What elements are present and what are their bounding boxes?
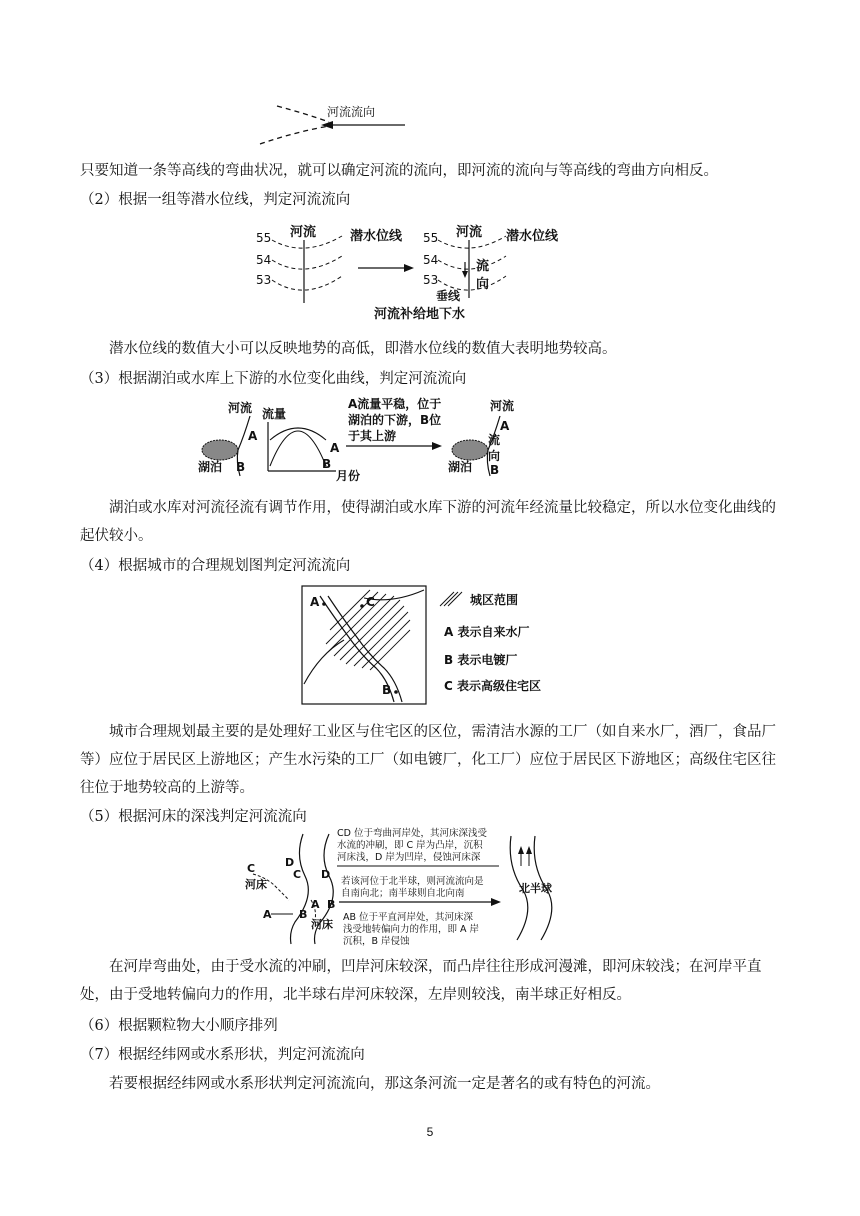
svg-text:河床: 河床 <box>245 878 267 891</box>
legend-c: C 表示高级住宅区 <box>444 679 541 693</box>
svg-text:D: D <box>321 868 331 881</box>
svg-text:向: 向 <box>488 449 501 463</box>
svg-text:浅受地转偏向力的作用，即 A 岸: 浅受地转偏向力的作用，即 A 岸 <box>343 924 480 935</box>
lake-flow-figure <box>198 396 528 486</box>
legend-city: 城区范围 <box>470 593 519 607</box>
svg-text:AB 位于平直河岸处，其河床深: AB 位于平直河岸处，其河床深 <box>343 912 474 923</box>
svg-text:B: B <box>236 460 246 474</box>
svg-text:55: 55 <box>423 231 439 245</box>
section-heading: （5）根据河床的深浅判定河流流向 <box>80 809 307 825</box>
svg-text:B: B <box>322 457 332 471</box>
svg-text:北半球: 北半球 <box>519 882 552 895</box>
svg-text:B: B <box>327 898 336 911</box>
section-heading: （7）根据经纬网或水系形状，判定河流流向 <box>80 1047 365 1063</box>
legend-b: B 表示电镀厂 <box>444 653 518 667</box>
svg-text:D: D <box>285 856 295 869</box>
text-line: 只要知道一条等高线的弯曲状况，就可以确定河流的流向，即河流的流向与等高线的弯曲方向相反。 <box>80 163 718 179</box>
svg-text:流: 流 <box>476 259 490 274</box>
svg-text:CD 位于弯曲河岸处，其河床深浅受: CD 位于弯曲河岸处，其河床深浅受 <box>337 828 487 839</box>
svg-text:53: 53 <box>423 273 439 287</box>
section-heading: （4）根据城市的合理规划图判定河流流向 <box>80 558 351 574</box>
section-heading: （3）根据湖泊或水库上下游的水位变化曲线，判定河流流向 <box>80 371 467 387</box>
city-planning-figure <box>300 584 590 706</box>
section-heading: （6）根据颗粒物大小顺序排列 <box>80 1018 278 1034</box>
svg-text:A: A <box>330 441 340 455</box>
paragraph: 在河岸弯曲处，由于受水流的冲刷，凹岸河床较深，而凸岸往往形成河漫滩，即河床较浅；在河岸平直处，由于受地转偏向力的作用，北半球右岸河床较深，左岸则较浅，南半球正好相反。 <box>80 959 762 1003</box>
svg-text:河流: 河流 <box>490 399 515 413</box>
svg-text:B: B <box>490 463 500 477</box>
svg-text:C: C <box>293 868 302 881</box>
svg-text:河床浅，D 岸为凹岸，侵蚀河床深: 河床浅，D 岸为凹岸，侵蚀河床深 <box>337 852 481 863</box>
page-number: 5 <box>426 1125 434 1139</box>
svg-text:A: A <box>500 419 510 433</box>
riverbed-figure <box>245 826 565 947</box>
svg-text:A: A <box>310 595 320 609</box>
svg-text:湖泊的下游，B位: 湖泊的下游，B位 <box>348 413 442 427</box>
svg-text:河流补给地下水: 河流补给地下水 <box>374 307 466 322</box>
svg-text:A: A <box>263 908 272 921</box>
svg-text:自南向北；南半球则自北向南: 自南向北；南半球则自北向南 <box>341 888 465 899</box>
contour-bend-figure <box>255 100 415 150</box>
svg-text:垂线: 垂线 <box>436 289 461 303</box>
svg-text:向: 向 <box>476 277 490 292</box>
svg-text:B: B <box>299 908 308 921</box>
svg-text:河床: 河床 <box>311 918 333 931</box>
svg-text:河流: 河流 <box>290 225 317 240</box>
text-line: 若要根据经纬网或水系形状判定河流流向，那这条河流一定是著名的或有特色的河流。 <box>109 1076 660 1092</box>
svg-text:C: C <box>366 595 375 609</box>
svg-text:湖泊: 湖泊 <box>198 460 223 474</box>
svg-text:A: A <box>311 898 320 911</box>
svg-text:A流量平稳，位于: A流量平稳，位于 <box>348 397 442 411</box>
svg-text:月份: 月份 <box>336 469 361 483</box>
svg-text:流: 流 <box>488 433 501 447</box>
svg-text:沉积，B 岸侵蚀: 沉积，B 岸侵蚀 <box>343 936 410 947</box>
svg-text:55: 55 <box>256 231 272 245</box>
svg-text:流量: 流量 <box>262 407 287 421</box>
paragraph: 城市合理规划最主要的是处理好工业区与住宅区的区位，需清洁水源的工厂（如自来水厂，酒厂，食品厂等）应位于居民区上游地区；产生水污染的工厂（如电镀厂，化工厂）应位于居民区下游地区；高级住宅区往往位于地势较高的上游等。 <box>80 724 776 796</box>
svg-text:河流: 河流 <box>456 225 483 240</box>
svg-text:54: 54 <box>423 253 439 267</box>
river-flow-label: 河流流向 <box>327 105 376 119</box>
svg-text:河流: 河流 <box>228 401 253 415</box>
svg-text:于其上游: 于其上游 <box>348 429 397 443</box>
legend-a: A 表示自来水厂 <box>444 625 530 639</box>
svg-text:水流的冲刷，即 C 岸为凸岸，沉积: 水流的冲刷，即 C 岸为凸岸，沉积 <box>337 840 483 851</box>
svg-text:C: C <box>247 862 256 875</box>
phreatic-line-figure <box>250 218 570 328</box>
svg-text:潜水位线: 潜水位线 <box>350 229 403 244</box>
svg-text:53: 53 <box>256 273 272 287</box>
text-line: 潜水位线的数值大小可以反映地势的高低，即潜水位线的数值大表明地势较高。 <box>109 341 617 357</box>
svg-text:54: 54 <box>256 253 272 267</box>
svg-text:若该河位于北半球，则河流流向是: 若该河位于北半球，则河流流向是 <box>341 876 484 887</box>
svg-text:潜水位线: 潜水位线 <box>506 229 559 244</box>
svg-text:湖泊: 湖泊 <box>448 460 473 474</box>
svg-text:B: B <box>382 683 392 697</box>
svg-text:A: A <box>248 429 258 443</box>
section-heading: （2）根据一组等潜水位线，判定河流流向 <box>80 192 351 208</box>
paragraph: 湖泊或水库对河流径流有调节作用，使得湖泊或水库下游的河流年经流量比较稳定，所以水位变化曲线的起伏较小。 <box>80 500 776 544</box>
